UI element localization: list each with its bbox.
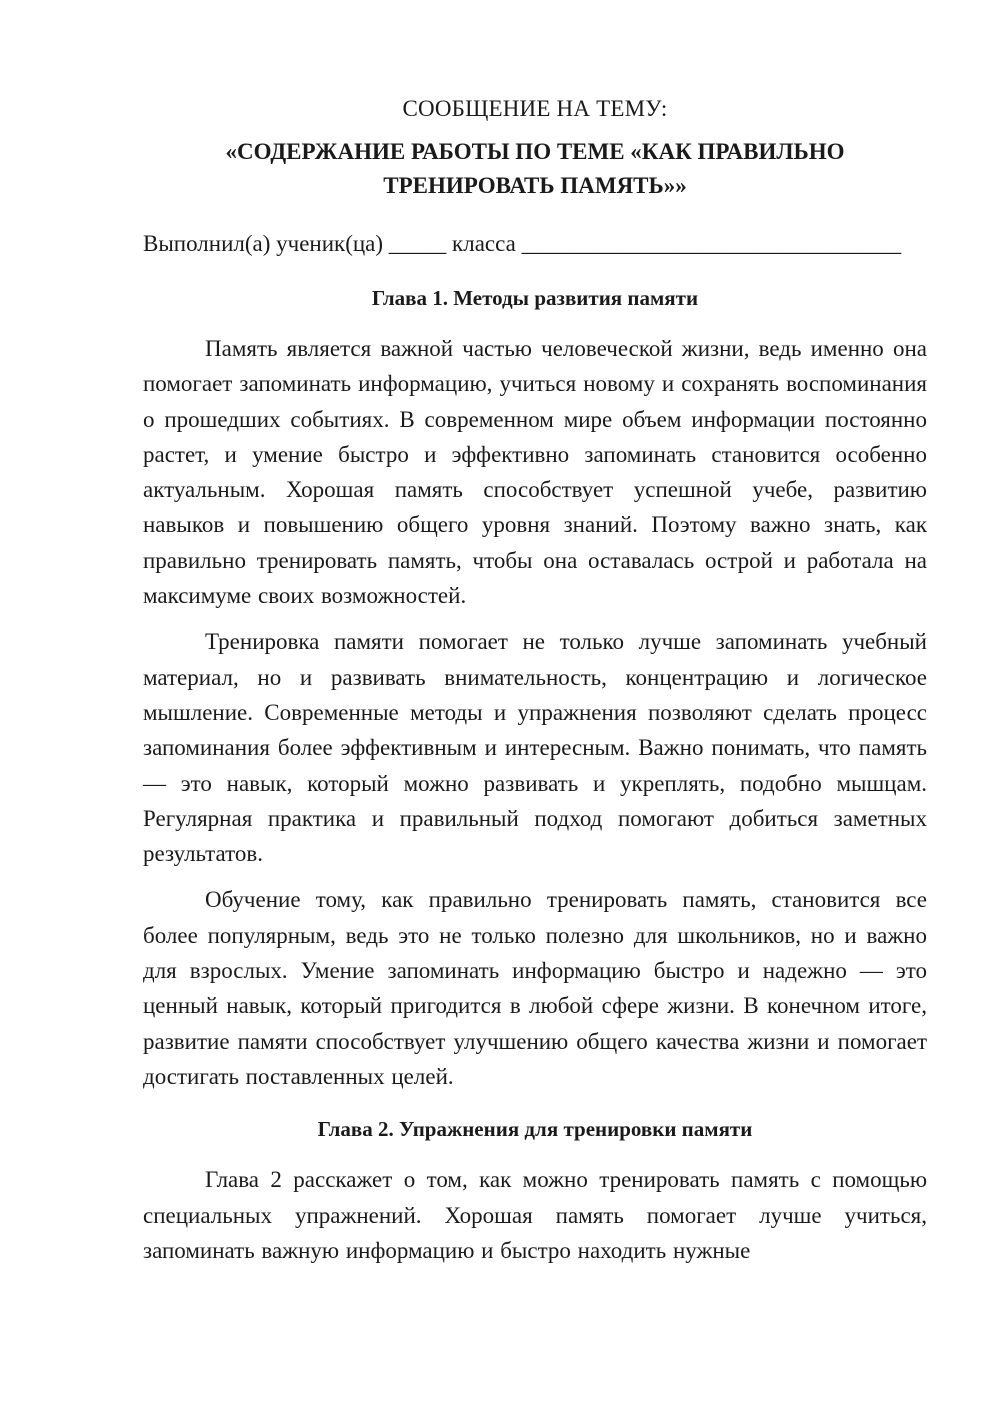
- author-line: Выполнил(а) ученик(ца) _____ класса _________________________________: [143, 231, 902, 256]
- chapter-2-paragraph-1: Глава 2 расскажет о том, как можно тренировать память с помощью специальных упражнений. Хорошая память помогает лучше учиться, запоминать важную информацию и быстро находить нужные: [143, 1167, 927, 1263]
- document-type-heading: СООБЩЕНИЕ НА ТЕМУ:: [402, 96, 668, 121]
- chapter-1-paragraph-1: Память является важной частью человеческой жизни, ведь именно она помогает запоминать информацию, учиться новому и сохранять воспоминания о прошедших событиях. В современном мире объем информации постоянно растет, и умение быстро и эффективно запоминать становится особенно актуальным. Хорошая память способствует успешной учебе, развитию навыков и повышению общего уровня знаний. Поэтому важно знать, как правильно тренировать память, чтобы она оставалась острой и работала на максимуме своих возможностей.: [143, 336, 927, 609]
- document-title: «СОДЕРЖАНИЕ РАБОТЫ ПО ТЕМЕ «КАК ПРАВИЛЬНО ТРЕНИРОВАТЬ ПАМЯТЬ»»: [225, 139, 845, 198]
- document-page: [143, 92, 927, 1268]
- chapter-1-paragraph-2: Тренировка памяти помогает не только лучше запоминать учебный материал, но и развивать внимательность, концентрацию и логическое мышление. Современные методы и упражнения позволяют сделать процесс запоминания более эффективным и интересным. Важно понимать, что память — это навык, который можно развивать и укреплять, подобно мышцам. Регулярная практика и правильный подход помогают добиться заметных результатов.: [143, 629, 927, 867]
- chapter-2-heading: Глава 2. Упражнения для тренировки памяти: [317, 1117, 753, 1142]
- chapter-1-paragraph-3: Обучение тому, как правильно тренировать память, становится все более популярным, ведь это не только полезно для школьников, но и важно для взрослых. Умение запоминать информацию быстро и надежно — это ценный навык, который пригодится в любой сфере жизни. В конечном итоге, развитие памяти способствует улучшению общего качества жизни и помогает достигать поставленных целей.: [143, 887, 927, 1089]
- chapter-1-heading: Глава 1. Методы развития памяти: [371, 286, 699, 310]
